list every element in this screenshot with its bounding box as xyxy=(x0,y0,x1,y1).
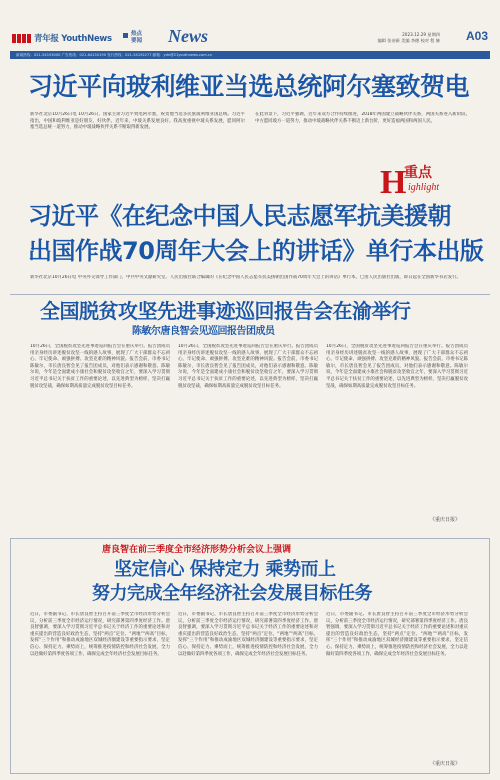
section-line-2: 要闻 xyxy=(131,37,143,44)
article3-subhead: 陈敏尔唐良智会见巡回报告团成员 xyxy=(132,326,275,337)
article1-body-left: 新华社北京10月26日电 10月26日，国家主席习近平致电阿尔塞，祝贺他当选多民族玻利维亚国总统。习近平指出，中国和玻利维亚是好朋友、好伙伴。近年来，中玻关系发展良好。我高度重视中玻关系发展，愿同阿尔塞当选总统一道努力，推动中玻战略伙伴关系不断取得新发展。 xyxy=(30,112,245,131)
section-square-icon xyxy=(123,33,128,38)
contact-strip: 新闻热线：021-54193000 广告热线：021-64150190 发行热线：021-54192277 邮箱：ydn@21youthnews.com.cn xyxy=(10,51,490,59)
article3-body-col1: 10月26日，全国脱贫攻坚先进事迹巡回报告会在重庆举行。报告团成员用亲身经历讲述脱贫攻坚一线的感人故事，展现了广大干部群众不忘初心、牢记使命、顽强拼搏、攻坚克难的精神风貌。报告会前，市委书记陈敏尔，市长唐良智会见了报告团成员，对他们表示感谢和敬意。陈敏尔说，今年是全面建成小康社会和脱贫攻坚收官之年，要深入学习贯彻习近平总书记关于扶贫工作的重要论述，以先进典型为榜样，坚决打赢脱贫攻坚战，确保如期高质量完成脱贫攻坚目标任务。 xyxy=(30,344,170,389)
article1-body-right: 在此背景下，习近平强调，近年来双方合作持续推进，2018年两国建立战略伙伴关系，两国关系进入新阶段。中方愿同玻方一道努力，推动中玻战略伙伴关系不断迈上新台阶，更好造福两国和两国人民。 xyxy=(255,112,470,124)
article4-headline-line1[interactable]: 坚定信心 保持定力 乘势而上 xyxy=(114,559,336,580)
article3-headline[interactable]: 全国脱贫攻坚先进事迹巡回报告会在渝举行 xyxy=(40,299,411,323)
issue-meta xyxy=(378,32,440,44)
article2-body: 新华社北京10月26日电 中央外交领导工作部门、中共中央文献研究室、人民出版社联合编辑的《在纪念中国人民志愿军抗美援朝出国作战70周年大会上的讲话》单行本，已由人民出版社出版，即日起在全国新华书店发行。 xyxy=(30,275,461,280)
section-tag xyxy=(123,31,169,47)
highlight-badge xyxy=(378,158,462,201)
article3-body-col2: 10月26日，全国脱贫攻坚先进事迹巡回报告会在重庆举行。报告团成员用亲身经历讲述脱贫攻坚一线的感人故事，展现了广大干部群众不忘初心、牢记使命、顽强拼搏、攻坚克难的精神风貌。报告会前，市委书记陈敏尔，市长唐良智会见了报告团成员，对他们表示感谢和敬意。陈敏尔说，今年是全面建成小康社会和脱贫攻坚收官之年，要深入学习贯彻习近平总书记关于扶贫工作的重要论述，以先进典型为榜样，坚决打赢脱贫攻坚战，确保如期高质量完成脱贫攻坚目标任务。 xyxy=(178,344,318,389)
article2-headline-line2[interactable]: 出国作战70周年大会上的讲话》单行本出版 xyxy=(28,237,484,265)
masthead xyxy=(0,0,500,62)
issue-date: 2023.12.29 星期四 xyxy=(402,32,440,37)
article4-body-col3: 近日，市委副书记、市长唐良智主持召开前三季度全市经济形势分析会议，分析前三季度全市经济运行情况，研究部署第四季度经济工作。唐良智强调，要深入学习贯彻习近平总书记关于经济工作的重要论述和对重庆提出的营造良好政治生态，坚持“两点”定位、“两地”“两高”目标，发挥“三个作用”和推动成渝地区双城经济圈建设等重要指示要求，坚定信心、保持定力、乘势而上，统筹推进疫情防控和经济社会发展，全力以赴做好第四季度各项工作，确保完成全年经济社会发展目标任务。 xyxy=(326,612,468,657)
editor-credits: 编辑 张帝新 美编 李德 校对 程 赫 xyxy=(377,38,440,43)
article2-headline-line1[interactable]: 习近平《在纪念中国人民志愿军抗美援朝 xyxy=(28,202,451,230)
article1-headline[interactable]: 习近平向玻利维亚当选总统阿尔塞致贺电 xyxy=(28,72,470,101)
badge-label: 重点 xyxy=(404,165,432,181)
logo-text: 青年报 YouthNews xyxy=(34,34,112,44)
article4-body-col2: 近日，市委副书记、市长唐良智主持召开前三季度全市经济形势分析会议，分析前三季度全市经济运行情况，研究部署第四季度经济工作。唐良智强调，要深入学习贯彻习近平总书记关于经济工作的重要论述和对重庆提出的营造良好政治生态，坚持“两点”定位、“两地”“两高”目标，发挥“三个作用”和推动成渝地区双城经济圈建设等重要指示要求，坚定信心、保持定力、乘势而上，统筹推进疫情防控和经济社会发展，全力以赴做好第四季度各项工作，确保完成全年经济社会发展目标任务。 xyxy=(178,612,318,657)
article4-body-col1: 近日，市委副书记、市长唐良智主持召开前三季度全市经济形势分析会议，分析前三季度全市经济运行情况，研究部署第四季度经济工作。唐良智强调，要深入学习贯彻习近平总书记关于经济工作的重要论述和对重庆提出的营造良好政治生态，坚持“两点”定位、“两地”“两高”目标，发挥“三个作用”和推动成渝地区双城经济圈建设等重要指示要求，坚定信心、保持定力、乘势而上，统筹推进疫情防控和经济社会发展，全力以赴做好第四季度各项工作，确保完成全年经济社会发展目标任务。 xyxy=(30,612,170,657)
article4-kicker: 唐良智在前三季度全市经济形势分析会议上强调 xyxy=(102,545,292,555)
newspaper-logo xyxy=(12,32,112,44)
article4-headline-line2[interactable]: 努力完成全年经济社会发展目标任务 xyxy=(92,583,372,604)
news-wordmark: News xyxy=(168,26,208,46)
badge-letter: H xyxy=(380,164,407,201)
badge-en: ighlight xyxy=(408,182,440,193)
article3-body-col3: 10月26日，全国脱贫攻坚先进事迹巡回报告会在重庆举行。报告团成员用亲身经历讲述脱贫攻坚一线的感人故事，展现了广大干部群众不忘初心、牢记使命、顽强拼搏、攻坚克难的精神风貌。报告会前，市委书记陈敏尔，市长唐良智会见了报告团成员，对他们表示感谢和敬意。陈敏尔说，今年是全面建成小康社会和脱贫攻坚收官之年，要深入学习贯彻习近平总书记关于扶贫工作的重要论述，以先进典型为榜样，坚决打赢脱贫攻坚战，确保如期高质量完成脱贫攻坚目标任务。 xyxy=(326,344,468,389)
article3-source: 《重庆日报》 xyxy=(430,517,461,523)
section-line-1: 热点 xyxy=(131,31,143,37)
logo-building-icon xyxy=(12,34,31,43)
divider-1 xyxy=(10,294,490,295)
page-number: A03 xyxy=(465,29,488,43)
article4-source: 《重庆日报》 xyxy=(430,761,461,767)
